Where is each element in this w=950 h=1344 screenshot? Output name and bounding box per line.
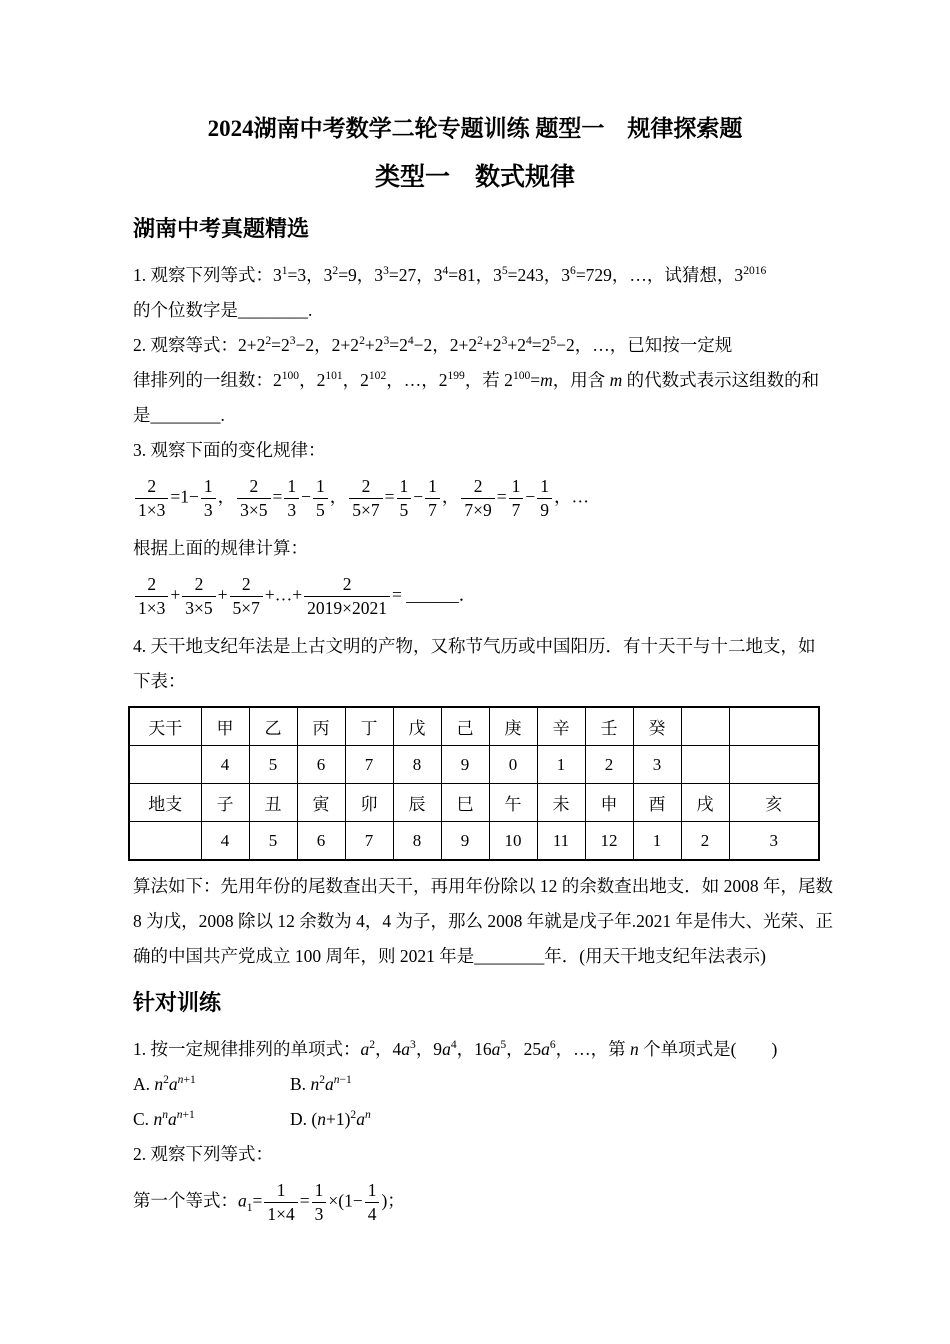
table-cell: 2 [681,822,729,861]
table-cell: 11 [537,822,585,861]
table-cell: 戊 [393,707,441,746]
option-a-formula: $n^2a^{n+1}$ [154,1074,196,1094]
option-c [133,1102,290,1137]
table-cell: 2 [585,746,633,784]
option-b-formula: $n^2a^{n-1}$ [310,1074,352,1094]
table-cell: 乙 [249,707,297,746]
question-3-middle: 根据上面的规律计算： [133,538,308,558]
table-cell: 3 [633,746,681,784]
table-cell: 5 [249,746,297,784]
table-cell: 10 [489,822,537,861]
question-1 [133,258,834,328]
question-1-line-1: 1. 观察下列等式：$3^1=3$，$3^2=9$，$3^3=27$，$3^4=81$，$3^5=243$，$3^6=729$，…，试猜想，$3^{2016}$ [133,265,767,285]
table-cell [729,707,819,746]
question-3-pattern-equations: $\frac{2}{1\times 3}$ =1− $\frac{1}{3}$ ， $\frac{2}{3\times 5}$ = $\frac{1}{3}$ − $\frac{1}{5}$ ， $\frac{2}{5\times 7}$ = $\frac{1}{5}$ − $\frac{1}{7}$ ， $\frac{2}{7\times 9}$ = $\frac{1}{7}$ − $\frac{1}{9}$ ，… [133,468,834,531]
table-row-dizhi-digits [129,822,819,861]
training-question-2-first-equation: 第一个等式：$a_1=$ $\frac{1}{1\times 4}$ = $\frac{1}{3}$ ×(1− $\frac{1}{4}$ )； [133,1180,405,1224]
table-cell: 寅 [297,784,345,822]
option-c-formula: $n^na^{n+1}$ [153,1109,195,1129]
option-d [290,1102,371,1137]
question-4-algorithm-line-1: 算法如下：先用年份的尾数查出天干，再用年份除以 12 的余数查出地支．如 2008 年，尾数 [133,876,833,896]
training-question-1 [133,1032,834,1137]
table-cell [129,746,201,784]
question-3-sum-equation: $\frac{2}{1\times 3}$ + $\frac{2}{3\times 5}$ + $\frac{2}{5\times 7}$ +…+ $\frac{2}{2019\times 2021}$ = ______． [133,566,834,629]
table-cell: 7 [345,822,393,861]
table-cell: 5 [249,822,297,861]
table-cell: 1 [633,822,681,861]
doc-subtitle: 类型一 数式规律 [374,164,575,191]
table-cell: 6 [297,822,345,861]
table-cell: 9 [441,746,489,784]
section-heading-training: 针对训练 [133,990,222,1015]
table-cell: 4 [201,822,249,861]
table-cell: 巳 [441,784,489,822]
table-cell: 8 [393,822,441,861]
training-question-2-intro: 2. 观察下列等式： [133,1144,273,1164]
question-1-line-2: 的个位数字是________. [133,300,313,320]
doc-title: 2024湖南中考数学二轮专题训练 题型一 规律探索题 [207,116,743,141]
table-row-tiangan-digits [129,746,819,784]
options-row-ab [133,1067,834,1102]
table-cell: 辰 [393,784,441,822]
table-cell: 0 [489,746,537,784]
table-cell: 庚 [489,707,537,746]
options-row-cd [133,1102,834,1137]
question-3 [133,433,834,629]
table-cell: 7 [345,746,393,784]
table-row-dizhi [129,784,819,822]
table-cell: 3 [729,822,819,861]
table-cell: 亥 [729,784,819,822]
table-cell: 丑 [249,784,297,822]
table-cell [681,707,729,746]
table-cell: 4 [201,746,249,784]
table-cell: 癸 [633,707,681,746]
option-b [290,1067,352,1102]
section-heading-real-questions: 湖南中考真题精选 [133,216,310,241]
table-cell: 8 [393,746,441,784]
question-4-algorithm-line-2: 8 为戊，2008 除以 12 余数为 4，4 为子，那么 2008 年就是戊子年.2021 年是伟大、光荣、正 [133,911,833,931]
option-a-label: A. [133,1074,155,1094]
training-question-2 [133,1137,834,1235]
table-cell: 己 [441,707,489,746]
question-4 [133,629,834,974]
question-2 [133,328,834,433]
question-2-line-3: 是________. [133,405,225,425]
option-d-formula: $(n+1)^2a^n$ [311,1109,371,1129]
question-4-line-2: 下表： [133,671,186,691]
table-cell: 地支 [129,784,201,822]
question-2-line-1: 2. 观察等式：$2+2^2=2^3-2$，$2+2^2+2^3=2^4-2$，$2+2^2+2^3+2^4=2^5-2$，…，已知按一定规 [133,335,733,355]
option-c-label: C. [133,1109,154,1129]
table-cell [681,746,729,784]
table-cell: 1 [537,746,585,784]
table-cell: 丁 [345,707,393,746]
table-cell: 12 [585,822,633,861]
table-cell: 辛 [537,707,585,746]
table-cell: 卯 [345,784,393,822]
question-2-line-2: 律排列的一组数：$2^{100}$，$2^{101}$，$2^{102}$，…，$2^{199}$，若 $2^{100}=m$，用含 m 的代数式表示这组数的和 [133,370,820,390]
table-cell: 9 [441,822,489,861]
table-cell: 丙 [297,707,345,746]
table-cell: 午 [489,784,537,822]
option-b-label: B. [290,1074,311,1094]
table-row-tiangan [129,707,819,746]
table-cell: 申 [585,784,633,822]
table-cell [129,822,201,861]
option-a [133,1067,290,1102]
table-cell: 酉 [633,784,681,822]
table-cell: 天干 [129,707,201,746]
question-3-intro: 3. 观察下面的变化规律： [133,440,326,460]
question-4-algorithm-line-3: 确的中国共产党成立 100 周年，则 2021 年是________年．(用天干地支纪年法表示) [133,946,766,966]
table-cell [729,746,819,784]
table-cell: 未 [537,784,585,822]
training-question-1-stem: 1. 按一定规律排列的单项式：$a^2$，$4a^3$，$9a^4$，$16a^5$，$25a^6$，…，第 n 个单项式是( ) [133,1039,778,1059]
table-cell: 壬 [585,707,633,746]
table-cell: 甲 [201,707,249,746]
table-cell: 6 [297,746,345,784]
option-d-label: D. [290,1109,312,1129]
table-cell: 子 [201,784,249,822]
ganzhi-table [128,706,820,861]
question-4-line-1: 4. 天干地支纪年法是上古文明的产物，又称节气历或中国阳历．有十天干与十二地支，如 [133,636,816,656]
table-cell: 戌 [681,784,729,822]
